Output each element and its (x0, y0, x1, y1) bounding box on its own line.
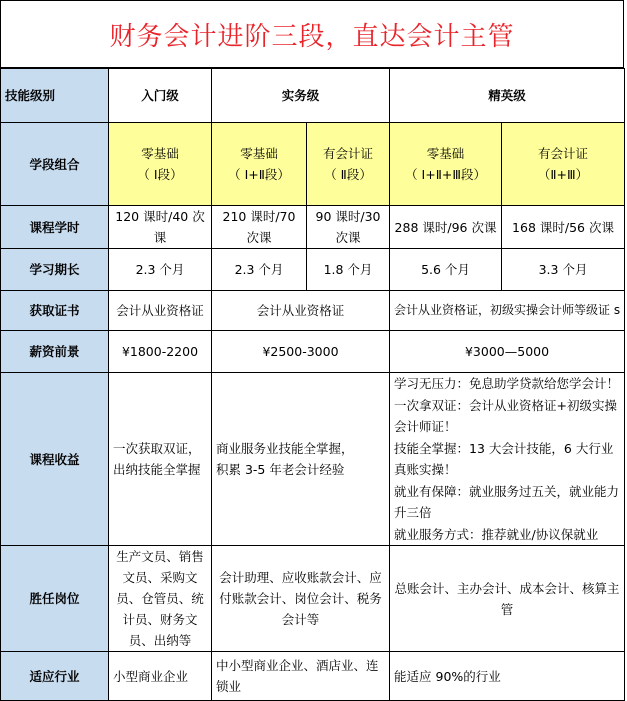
row-label-jobs: 胜任岗位 (1, 546, 109, 652)
row-label-salary: 薪资前景 (1, 331, 109, 373)
combo-cell: 有会计证 （ Ⅱ段） (307, 123, 390, 206)
jobs-elite: 总账会计、主办会计、成本会计、核算主管 (390, 546, 625, 652)
row-label-combo: 学段组合 (1, 123, 109, 206)
combo-cell: 有会计证 （Ⅱ+Ⅲ） (502, 123, 625, 206)
duration-cell: 2.3 个月 (109, 249, 212, 291)
table-row (1, 546, 625, 652)
row-label-benefits: 课程收益 (1, 373, 109, 546)
cert-entry: 会计从业资格证 (109, 291, 212, 331)
combo-cell: 零基础 （ Ⅰ+Ⅱ段） (212, 123, 307, 206)
row-label-level: 技能级别 (1, 69, 109, 123)
table-row (1, 249, 625, 291)
benefits-entry: 一次获取双证， 出纳技能全掌握 (109, 373, 212, 546)
course-table (0, 68, 625, 701)
row-label-certs: 获取证书 (1, 291, 109, 331)
level-elite: 精英级 (390, 69, 625, 123)
table-row (1, 373, 625, 546)
hours-cell: 120 课时/40 次课 (109, 206, 212, 249)
cert-practical: 会计从业资格证 (212, 291, 390, 331)
table-row (1, 331, 625, 373)
jobs-entry: 生产文员、销售文员、采购文员、仓管员、统计员、财务文员、出纳等 (109, 546, 212, 652)
jobs-practical: 会计助理、应收账款会计、应付账款会计、岗位会计、税务会计等 (212, 546, 390, 652)
industry-practical: 中小型商业企业、酒店业、连锁业 (212, 652, 390, 701)
table-row (1, 123, 625, 206)
level-practical: 实务级 (212, 69, 390, 123)
table-row (1, 206, 625, 249)
combo-cell: 零基础 （ Ⅰ段） (109, 123, 212, 206)
hours-cell: 168 课时/56 次课 (502, 206, 625, 249)
row-label-duration: 学习期长 (1, 249, 109, 291)
duration-cell: 3.3 个月 (502, 249, 625, 291)
salary-practical: ¥2500-3000 (212, 331, 390, 373)
hours-cell: 288 课时/96 次课 (390, 206, 502, 249)
salary-entry: ¥1800-2200 (109, 331, 212, 373)
duration-cell: 1.8 个月 (307, 249, 390, 291)
row-label-hours: 课程学时 (1, 206, 109, 249)
cert-elite: 会计从业资格证，初级实操会计师等级证 s (390, 291, 625, 331)
salary-elite: ¥3000—5000 (390, 331, 625, 373)
page-title: 财务会计进阶三段，直达会计主管 (0, 0, 624, 68)
table-row (1, 69, 625, 123)
hours-cell: 90 课时/30 次课 (307, 206, 390, 249)
row-label-industry: 适应行业 (1, 652, 109, 701)
table-row (1, 291, 625, 331)
industry-entry: 小型商业企业 (109, 652, 212, 701)
hours-cell: 210 课时/70 次课 (212, 206, 307, 249)
combo-cell: 零基础 （ Ⅰ+Ⅱ+Ⅲ段） (390, 123, 502, 206)
benefits-elite: 学习无压力：免息助学贷款给您学会计！ 一次拿双证：会计从业资格证+初级实操会计师证！ 技能全掌握：13 大会计技能，6 大行业真账实操！ 就业有保障：就业服务过五关，就业能力升三倍 就业服务方式：推荐就业/协议保就业 (390, 373, 625, 546)
industry-elite: 能适应 90%的行业 (390, 652, 625, 701)
duration-cell: 2.3 个月 (212, 249, 307, 291)
benefits-practical: 商业服务业技能全掌握， 积累 3-5 年老会计经验 (212, 373, 390, 546)
duration-cell: 5.6 个月 (390, 249, 502, 291)
table-row (1, 652, 625, 701)
level-entry: 入门级 (109, 69, 212, 123)
